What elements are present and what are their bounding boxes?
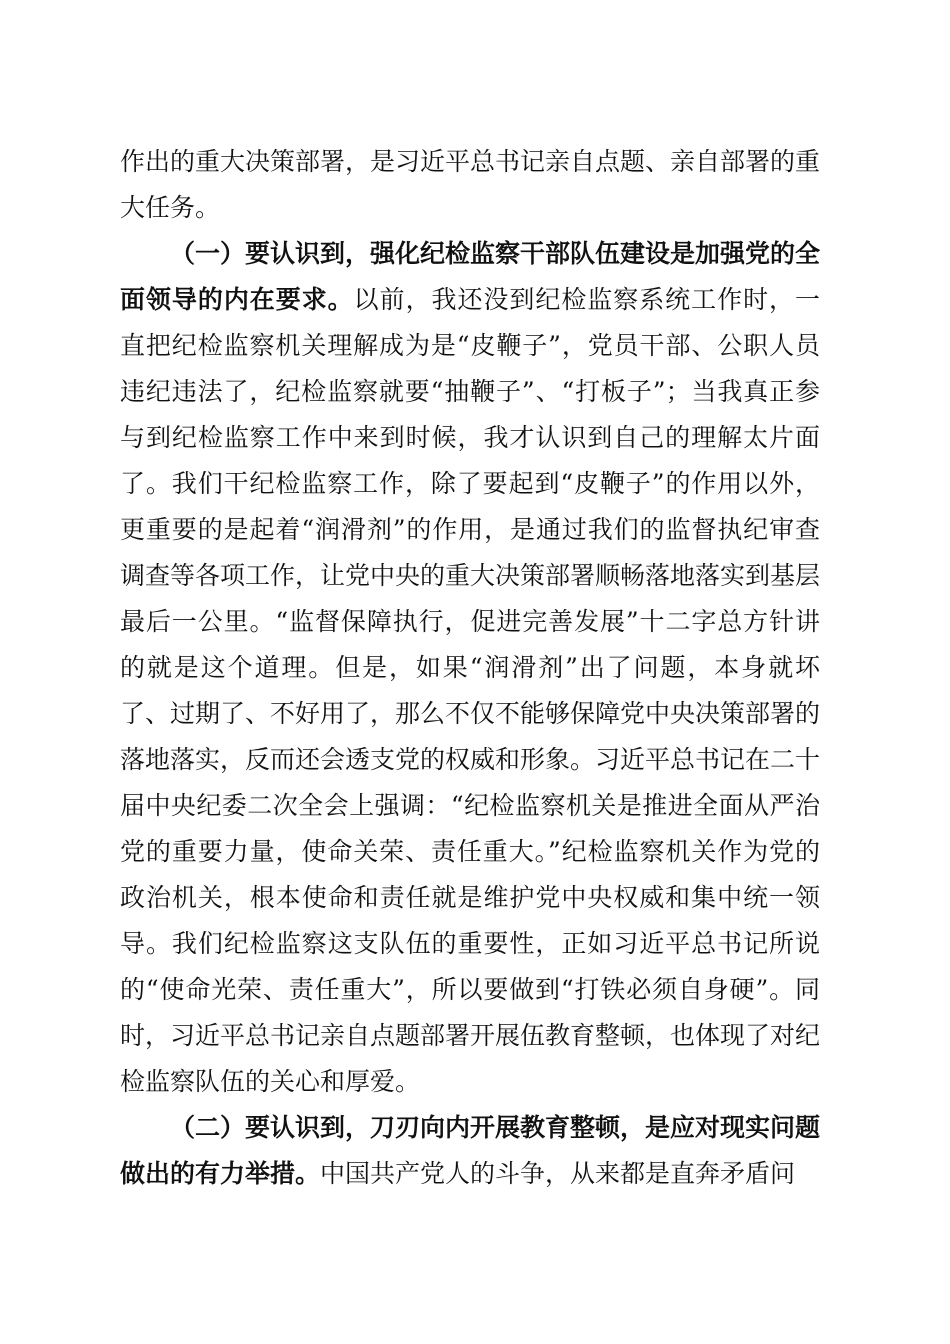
section-heading: （二）要认识到，刀刃向内开展教育整顿，是应对现实问题做出的有力举措。 (120, 1113, 821, 1188)
paragraph-continuation (120, 139, 820, 231)
paragraph-section-two (120, 1105, 820, 1197)
section-heading: （一）要认识到，强化纪检监察干部队伍建设是加强党的全面领导的内在要求。 (120, 239, 821, 314)
paragraph-text: 作出的重大决策部署，是习近平总书记亲自点题、亲自部署的重大任务。 (120, 147, 821, 222)
paragraph-text: 以前，我还没到纪检监察系统工作时，一直把纪检监察机关理解成为是“皮鞭子”，党员干部、公职人员违纪违法了，纪检监察就要“抽鞭子”、“打板子”；当我真正参与到纪检监察工作中来到时候，我才认识到自己的理解太片面了。我们干纪检监察工作，除了要起到“皮鞭子”的作用以外，更重要的是起着“润滑剂”的作用，是通过我们的监督执纪审查调查等各项工作，让党中央的重大决策部署顺畅落地落实到基层最后一公里。“监督保障执行，促进完善发展”十二字总方针讲的就是这个道理。但是，如果“润滑剂”出了问题，本身就坏了、过期了、不好用了，那么不仅不能够保障党中央决策部署的落地落实，反而还会透支党的权威和形象。习近平总书记在二十届中央纪委二次全会上强调：“纪检监察机关是推进全面从严治党的重要力量，使命关荣、责任重大。”纪检监察机关作为党的政治机关，根本使命和责任就是维护党中央权威和集中统一领导。我们纪检监察这支队伍的重要性，正如习近平总书记所说的“使命光荣、责任重大”，所以要做到“打铁必须自身硬”。同时，习近平总书记亲自点题部署开展伍教育整顿，也体现了对纪检监察队伍的关心和厚爱。 (120, 285, 821, 1096)
paragraph-text: 中国共产党人的斗争，从来都是直奔矛盾问 (320, 1159, 796, 1188)
paragraph-section-one (120, 231, 820, 1105)
document-body (120, 139, 820, 1197)
